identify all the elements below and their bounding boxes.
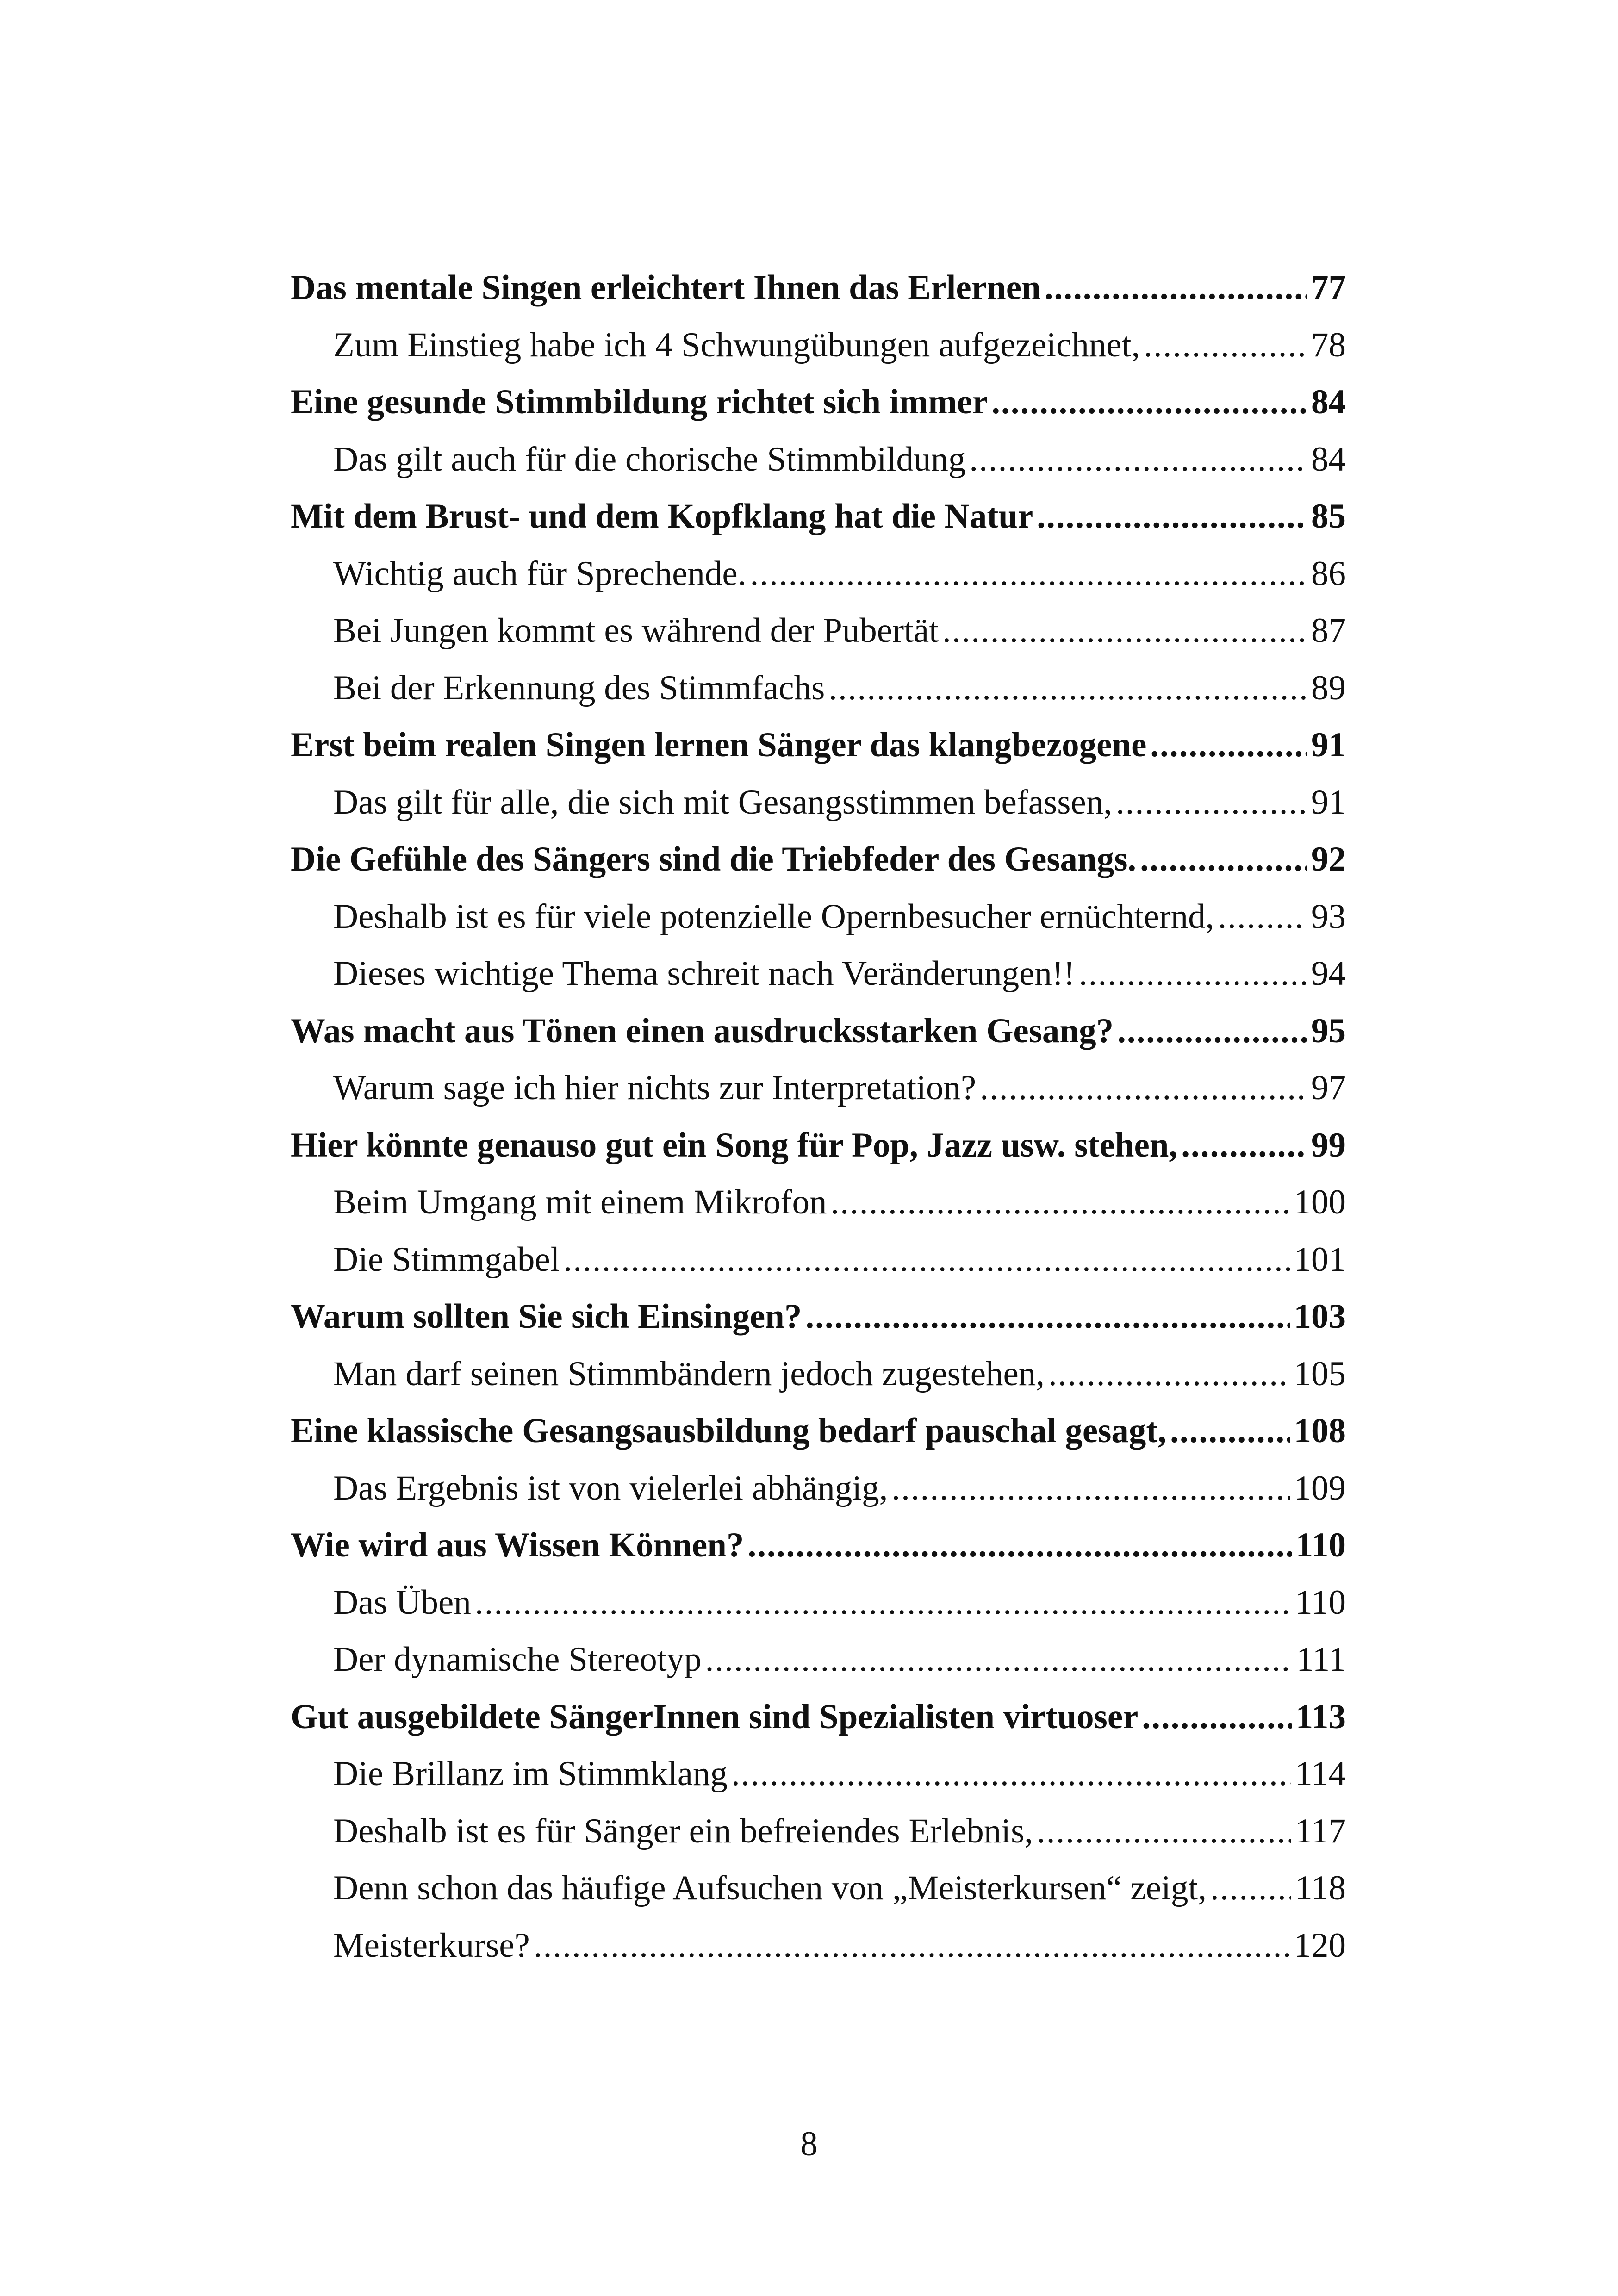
dot-leader bbox=[942, 602, 1307, 660]
toc-entry-title: Dieses wichtige Thema schreit nach Veränderungen!! bbox=[333, 954, 1075, 993]
dot-leader bbox=[1079, 945, 1307, 1002]
toc-entry-title: Bei der Erkennung des Stimmfachs bbox=[333, 668, 825, 707]
toc-entry[interactable] bbox=[291, 1174, 1346, 1231]
toc-entry-title: Bei Jungen kommt es während der Pubertät bbox=[333, 611, 939, 650]
toc-entry-page: 113 bbox=[1295, 1697, 1346, 1736]
dot-leader bbox=[805, 1288, 1290, 1345]
toc-entry[interactable] bbox=[291, 660, 1346, 717]
toc-entry-page: 94 bbox=[1311, 954, 1346, 993]
toc-entry-page: 110 bbox=[1295, 1583, 1346, 1622]
toc-entry-page: 120 bbox=[1294, 1926, 1346, 1965]
toc-entry[interactable] bbox=[291, 1745, 1346, 1803]
toc-entry-page: 91 bbox=[1311, 783, 1346, 821]
toc-entry-title: Der dynamische Stereotyp bbox=[333, 1640, 702, 1679]
toc-entry-title: Gut ausgebildete SängerInnen sind Spezialisten virtuoser bbox=[291, 1697, 1139, 1736]
toc-entry[interactable] bbox=[291, 945, 1346, 1002]
toc-entry-title: Mit dem Brust- und dem Kopfklang hat die Natur bbox=[291, 497, 1033, 535]
toc-entry[interactable] bbox=[291, 431, 1346, 488]
toc-entry-title: Das mentale Singen erleichtert Ihnen das Erlernen bbox=[291, 268, 1041, 307]
toc-entry-page: 92 bbox=[1311, 840, 1346, 878]
toc-entry-page: 91 bbox=[1311, 726, 1346, 764]
toc-entry-page: 114 bbox=[1295, 1755, 1346, 1793]
toc-entry[interactable] bbox=[291, 488, 1346, 545]
toc-entry-title: Das gilt auch für die chorische Stimmbildung bbox=[333, 440, 966, 479]
dot-leader bbox=[980, 1059, 1307, 1117]
dot-leader bbox=[747, 1517, 1292, 1574]
dot-leader bbox=[831, 1174, 1290, 1231]
toc-entry[interactable] bbox=[291, 888, 1346, 946]
dot-leader bbox=[750, 545, 1307, 603]
toc-entry[interactable] bbox=[291, 545, 1346, 603]
toc-entry-title: Deshalb ist es für Sänger ein befreiendes Erlebnis, bbox=[333, 1811, 1033, 1850]
dot-leader bbox=[828, 660, 1307, 717]
toc-entry[interactable] bbox=[291, 1231, 1346, 1288]
toc-entry[interactable] bbox=[291, 1059, 1346, 1117]
toc-entry-title: Man darf seinen Stimmbändern jedoch zugestehen, bbox=[333, 1354, 1045, 1393]
toc-entry-title: Eine gesunde Stimmbildung richtet sich immer bbox=[291, 383, 988, 421]
toc-entry-title: Beim Umgang mit einem Mikrofon bbox=[333, 1183, 827, 1221]
toc-entry[interactable] bbox=[291, 1688, 1346, 1746]
toc-entry-title: Eine klassische Gesangsausbildung bedarf pauschal gesagt, bbox=[291, 1412, 1167, 1450]
toc-entry[interactable] bbox=[291, 1002, 1346, 1060]
toc-entry-title: Die Gefühle des Sängers sind die Triebfeder des Gesangs. bbox=[291, 840, 1137, 878]
dot-leader bbox=[534, 1917, 1290, 1974]
dot-leader bbox=[1045, 259, 1307, 317]
toc-entry-page: 86 bbox=[1311, 554, 1346, 593]
toc-entry-page: 117 bbox=[1295, 1811, 1346, 1850]
toc-entry[interactable] bbox=[291, 1288, 1346, 1345]
toc-entry-title: Denn schon das häufige Aufsuchen von „Meisterkursen“ zeigt, bbox=[333, 1869, 1207, 1907]
dot-leader bbox=[1170, 1402, 1290, 1460]
toc-entry-title: Wichtig auch für Sprechende. bbox=[333, 554, 747, 593]
toc-entry-page: 78 bbox=[1311, 325, 1346, 364]
toc-entry[interactable] bbox=[291, 1460, 1346, 1517]
toc-entry-title: Die Stimmgabel bbox=[333, 1240, 560, 1279]
dot-leader bbox=[705, 1631, 1293, 1688]
dot-leader bbox=[1037, 488, 1307, 545]
toc-entry-title: Deshalb ist es für viele potenzielle Opernbesucher ernüchternd, bbox=[333, 897, 1214, 936]
toc-entry-title: Die Brillanz im Stimmklang bbox=[333, 1755, 728, 1793]
toc-entry[interactable] bbox=[291, 716, 1346, 774]
toc-entry[interactable] bbox=[291, 774, 1346, 831]
dot-leader bbox=[731, 1745, 1291, 1803]
toc-entry[interactable] bbox=[291, 1917, 1346, 1974]
toc-entry-title: Erst beim realen Singen lernen Sänger das klangbezogene bbox=[291, 726, 1147, 764]
toc-entry-page: 105 bbox=[1294, 1354, 1346, 1393]
toc-entry[interactable] bbox=[291, 373, 1346, 431]
toc-entry-page: 84 bbox=[1311, 440, 1346, 479]
toc-entry-page: 111 bbox=[1296, 1640, 1346, 1679]
dot-leader bbox=[1210, 1860, 1291, 1917]
toc-entry[interactable] bbox=[291, 1803, 1346, 1860]
toc-entry-page: 97 bbox=[1311, 1069, 1346, 1107]
toc-entry-page: 85 bbox=[1311, 497, 1346, 535]
toc-entry-page: 103 bbox=[1294, 1297, 1346, 1336]
dot-leader bbox=[1181, 1117, 1307, 1174]
toc-entry-page: 77 bbox=[1311, 268, 1346, 307]
dot-leader bbox=[1150, 716, 1307, 774]
dot-leader bbox=[1048, 1345, 1290, 1403]
toc-entry[interactable] bbox=[291, 1345, 1346, 1403]
toc-entry-page: 99 bbox=[1311, 1126, 1346, 1164]
toc-entry-page: 101 bbox=[1294, 1240, 1346, 1279]
toc-entry-title: Das Üben bbox=[333, 1583, 471, 1622]
dot-leader bbox=[1116, 774, 1307, 831]
dot-leader bbox=[475, 1574, 1291, 1631]
dot-leader bbox=[1117, 1002, 1307, 1060]
toc-entry-page: 109 bbox=[1294, 1468, 1346, 1507]
dot-leader bbox=[891, 1460, 1290, 1517]
toc-entry[interactable] bbox=[291, 831, 1346, 888]
toc-entry[interactable] bbox=[291, 317, 1346, 374]
toc-entry-title: Wie wird aus Wissen Können? bbox=[291, 1526, 744, 1564]
toc-entry-title: Zum Einstieg habe ich 4 Schwungübungen aufgezeichnet, bbox=[333, 325, 1140, 364]
toc-entry-page: 89 bbox=[1311, 668, 1346, 707]
toc-entry-title: Warum sollten Sie sich Einsingen? bbox=[291, 1297, 802, 1336]
page-number: 8 bbox=[800, 2125, 818, 2163]
toc-entry[interactable] bbox=[291, 1117, 1346, 1174]
toc-entry-title: Warum sage ich hier nichts zur Interpretation? bbox=[333, 1069, 977, 1107]
toc-entry[interactable] bbox=[291, 1631, 1346, 1688]
dot-leader bbox=[1037, 1803, 1291, 1860]
toc-entry-title: Hier könnte genauso gut ein Song für Pop, Jazz usw. stehen, bbox=[291, 1126, 1178, 1164]
toc-entry-page: 84 bbox=[1311, 383, 1346, 421]
toc-entry[interactable] bbox=[291, 602, 1346, 660]
dot-leader bbox=[1140, 831, 1307, 888]
toc-entry-page: 95 bbox=[1311, 1011, 1346, 1050]
toc-entry[interactable] bbox=[291, 1574, 1346, 1631]
toc-entry[interactable] bbox=[291, 1517, 1346, 1574]
toc-entry-page: 100 bbox=[1294, 1183, 1346, 1221]
toc-entry-title: Das Ergebnis ist von vielerlei abhängig, bbox=[333, 1468, 888, 1507]
toc-entry-title: Was macht aus Tönen einen ausdrucksstarken Gesang? bbox=[291, 1011, 1114, 1050]
toc-entry-title: Das gilt für alle, die sich mit Gesangsstimmen befassen, bbox=[333, 783, 1112, 821]
toc-entry-page: 108 bbox=[1294, 1412, 1346, 1450]
dot-leader bbox=[1142, 1688, 1292, 1746]
toc-entry[interactable] bbox=[291, 1402, 1346, 1460]
toc-entry-page: 93 bbox=[1311, 897, 1346, 936]
toc-entry-page: 118 bbox=[1295, 1869, 1346, 1907]
dot-leader bbox=[1144, 317, 1307, 374]
table-of-contents bbox=[291, 259, 1346, 1974]
dot-leader bbox=[991, 373, 1307, 431]
toc-entry[interactable] bbox=[291, 1860, 1346, 1917]
toc-entry-page: 87 bbox=[1311, 611, 1346, 650]
dot-leader bbox=[564, 1231, 1290, 1288]
dot-leader bbox=[1218, 888, 1307, 946]
toc-entry[interactable] bbox=[291, 259, 1346, 317]
toc-entry-page: 110 bbox=[1295, 1526, 1346, 1564]
dot-leader bbox=[969, 431, 1307, 488]
toc-entry-title: Meisterkurse? bbox=[333, 1926, 530, 1965]
